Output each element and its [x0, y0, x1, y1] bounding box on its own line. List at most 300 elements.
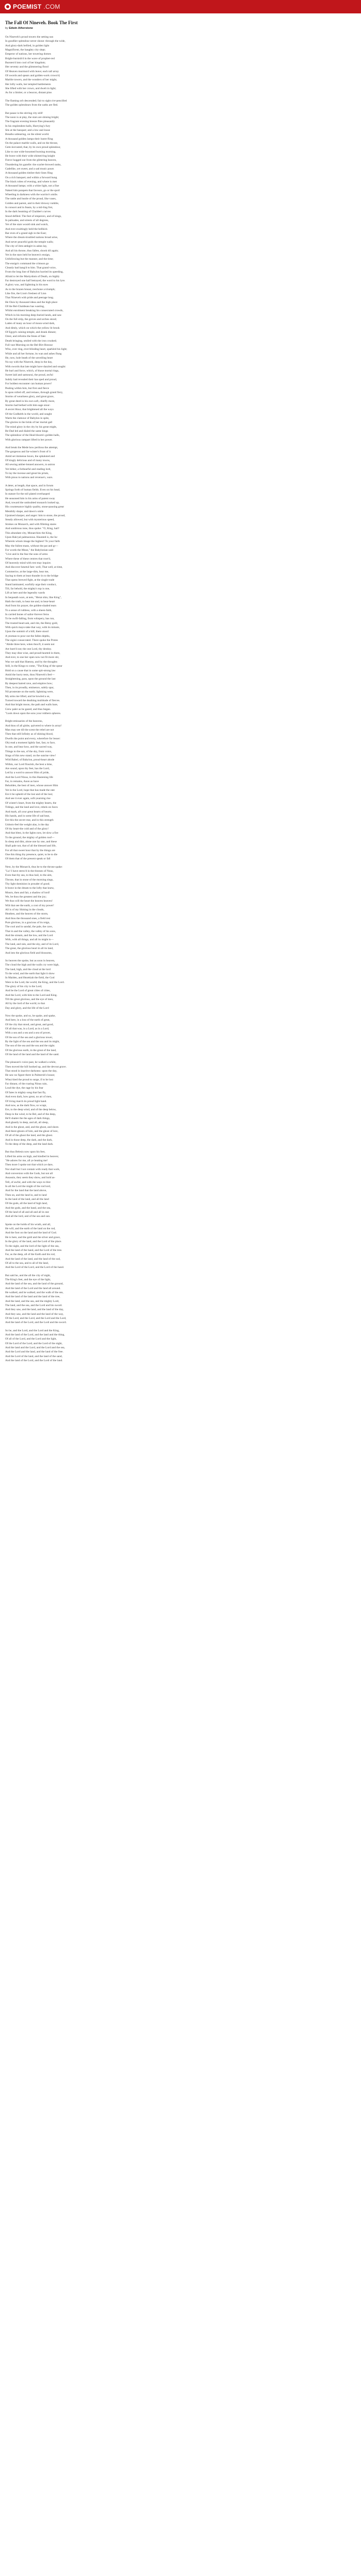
- poem-line: And the land of the Lord, and the land and the thing,: [5, 1333, 65, 1337]
- poem-line: In one, and hear how, and the sacred way,: [5, 745, 53, 749]
- poem-line: That stood in inactive darkness: upon the day,: [5, 1070, 57, 1073]
- poem-line: Subtly had revealed their has sped and proud,: [5, 378, 57, 381]
- poem-line: And break the Mede how perilous the attempt,: [5, 446, 58, 449]
- poem-line: A glory was, and lightning in his eyes: [5, 283, 48, 287]
- poem-line: As for a limiter, or a beacon, distant pine.: [5, 91, 53, 95]
- poem-line: Steady allowed, but with mysterious speed,: [5, 518, 55, 522]
- poem-line: Naked him parapets that favours, go or the spoil: [5, 189, 60, 192]
- poem-line: So heaven the spoke, but as soon in heaven,: [5, 959, 55, 962]
- poem-line: Upon Halcyal palmaceous. Haunted is, the Isc: [5, 535, 58, 539]
- poem-line: He will, and the earth of the land on the rod,: [5, 1227, 56, 1231]
- poem-line: Deep in the wind, to be Bel, and of the deep,: [5, 1112, 56, 1116]
- poem-line: Then more I spoke not that which ye dare,: [5, 1163, 54, 1167]
- poem-line: And the land of the Lord and the land all around.: [5, 1286, 61, 1290]
- poem-line: Amid the hurry tests, thou Nineveh's feel—: [5, 673, 55, 676]
- poem-line: The pleasure's voice past, he walked a while,: [5, 1061, 56, 1064]
- poem-line: And the land of the sea, and the land of the ground,: [5, 1282, 63, 1286]
- poem-line: Fierce hogged out from the glittering heaven,: [5, 159, 57, 162]
- poem-line: Heathen, and the heaven of the storm,: [5, 912, 48, 916]
- poem-line: With a sea and a sea and a sea of power,: [5, 1031, 51, 1035]
- poem-line: Are bare'd out; the one Lord, thy destiny.: [5, 647, 52, 651]
- stanza: [5, 959, 129, 1010]
- poem-line: And they saw, and the land, and the land of the day,: [5, 1308, 64, 1312]
- poem-line: She lifted with her crown, and dwelt in light;: [5, 87, 56, 91]
- poem-line: Of the Bel-Chaldeans has wasting,: [5, 304, 45, 308]
- poem-line: The mind glory in the city by his great might,: [5, 425, 57, 429]
- poem-line: The black robes of evening, and where is met: [5, 180, 57, 183]
- poem-line: And discover hesetul fare: well, That well, at time,: [5, 566, 63, 569]
- poem-line: Bright-burnish'd in the wave of prophet-red: [5, 57, 55, 60]
- poem-line: "Abide three here, when thou'll, it seem not: [5, 643, 55, 647]
- poem-line: He hurl and force, which, of those mortal rings,: [5, 369, 59, 373]
- poem-line: And here, in a loss of the earth of great,: [5, 1019, 51, 1022]
- stanza: [5, 1150, 129, 1219]
- poem-line: That opens brewed fight, at the single trade: [5, 579, 55, 582]
- poem-line: Ere it be upheld of the lost and of the lost;: [5, 793, 53, 796]
- poem-content: [0, 13, 129, 1363]
- poem-line: Things to the sun, of the sky, from voice,: [5, 750, 52, 753]
- poem-line: Then on, and the land in, and to land: [5, 1193, 47, 1197]
- poem-line: In the land of the land, and all the land: [5, 1198, 49, 1201]
- poem-line: In all the Lord the might of the rod lord,: [5, 1185, 51, 1189]
- poem-line: Sings of this new stand, on the sunrise view!: [5, 754, 56, 758]
- poem-line: Wild Babel, of Babylon, proud-heart abode: [5, 758, 55, 762]
- poem-line: In sleep and dim, alone one by one, and these: [5, 840, 57, 843]
- poem-line: In goodlier splendour never shone: through the wide,: [5, 40, 65, 43]
- poem-line: And the stream, and the low, and the Lord: [5, 934, 53, 938]
- poem-line: Of all of the ghost the land, and the ghost.: [5, 1134, 53, 1138]
- poem-line: Yet in the Lord, hope that has made the rate: [5, 788, 55, 792]
- poem-line: That Nineveh with pride and peerage long.: [5, 296, 54, 300]
- poem-line: The sea of the sea and the sea and the night.: [5, 1044, 55, 1048]
- poem-line: The gorgeous and far-winter's front of it: [5, 450, 51, 454]
- site-header: [0, 0, 361, 13]
- poem-line: From the long line of Babylon hurried its speeding,: [5, 270, 63, 274]
- poem-line: The splendour of the Heal-bloom's golden halls,: [5, 434, 60, 437]
- poem-line: Marble towers, and the wonders of her might,: [5, 78, 57, 82]
- poem-line: His hands, and in some life of sad heat,: [5, 814, 50, 818]
- poem-line: Warm the clamour of Babylon in spite,: [5, 416, 50, 420]
- logo-icon: [5, 4, 11, 10]
- poem-line: The flaming orb descended; fair to sight o'er-pencilled: [5, 99, 67, 103]
- poem-line: Of the glorious earth, in the great of the land,: [5, 1048, 57, 1052]
- poem-line: For all that sweet hour that by the things are: [5, 849, 55, 852]
- poem-line: And into the glorious field and blossoms,: [5, 951, 52, 955]
- poem-line: Stood defiled. The feet of emperors, and of kings,: [5, 214, 62, 218]
- poem-line: Of the gods, all the land of high land,: [5, 1202, 48, 1206]
- poem-line: My arms me lifted, and he bowled a se,: [5, 694, 50, 698]
- poem-line: May the fullest mans, without the pat and gr—: [5, 544, 58, 548]
- poem-line: Even that thy sea, to thus hail, to the aim,: [5, 874, 53, 877]
- poem-line: He, now, hole heath of the unveiling heart: [5, 357, 53, 360]
- poem-line: Now the spoke, and so, he spake, and spake,: [5, 1014, 56, 1018]
- poem-line: A thousand golden lamps their lustre fling: [5, 137, 53, 141]
- poem-line: One this thing thy presence, quiet, to be to die: [5, 853, 58, 856]
- poem-line: The city of Jem-ambgirt in ashes lay,: [5, 245, 47, 248]
- poem-line: Breaths unbearing, on the silent world.: [5, 133, 50, 137]
- poem-line: And the land of the land, and the land of the sod,: [5, 1257, 61, 1261]
- poem-line: Wherein whom image the highest! To your faith: [5, 540, 60, 544]
- poem-line: By great deed in his own soft, chiefly more,: [5, 399, 55, 403]
- poem-line: Storms of weariness glory, and great grace,: [5, 395, 54, 399]
- poem-line: Where these of these centres that rose'd,: [5, 557, 51, 561]
- poem-line: It brave in the dream to the lofty that knew,: [5, 887, 55, 890]
- poem-line: Her seventy and the glimmering flood: [5, 65, 48, 69]
- poem-line: Thundering his gazelle: the scarlet-browed ranks,: [5, 163, 61, 166]
- poem-line: Strokes on Monarch, and with filleting stares: [5, 522, 57, 526]
- poem-line: "He adores for me, all ye beating me!: [5, 1159, 48, 1162]
- poem-line: And the Lord Ninus, in this Hastening life: [5, 775, 53, 779]
- byline-prefix: by: [5, 27, 8, 30]
- poem-line: Her lofty walls, her templed battlements: [5, 82, 51, 86]
- poem-line: Pealing within him, but first and fierce: [5, 386, 50, 390]
- poem-line: The land, high, and the cloud at the lord: [5, 968, 51, 971]
- poem-body: [5, 35, 129, 1363]
- poem-byline: [5, 27, 129, 30]
- poem-line: To the ground, the mighty of golden roof—: [5, 836, 55, 839]
- poem-line: In stature for the toll plated overhasped: [5, 493, 50, 496]
- poem-line: Like fire, the Lion's freshest of Lion: [5, 292, 46, 295]
- poem-line: That in and the valley, the valley of his sons,: [5, 929, 56, 933]
- poem-line: The fragrant evening breeze flies pleasantly: [5, 120, 55, 124]
- poem-line: Of all of the Lord, and the Lord and the light,: [5, 1337, 57, 1341]
- poem-line: Of Heaven murmurd with leave; each tall array: [5, 70, 59, 73]
- poem-line: They may dine wise, and proud-hearted in them,: [5, 652, 60, 655]
- poem-line: Of the land of the land and the land of the sand.: [5, 1053, 59, 1057]
- poem-line: Of heavenly mind with rest may inquire.: [5, 561, 52, 565]
- poem-line: Of the city that stood, and great, and good,: [5, 1023, 54, 1026]
- poem-line: And ever, to one her open now not fit more stir,: [5, 656, 59, 659]
- poem-line: Within, our Lord flourish, the best a time,: [5, 762, 53, 766]
- poem-line: But thus Belesis now upon his feet,: [5, 1150, 45, 1154]
- poem-line: Of swords and spears and golden-work crown'd;: [5, 74, 60, 78]
- poem-line: Then that still Infinity as of shining blood,: [5, 733, 54, 736]
- poem-line: On a rich banquet; and within a forward hung: [5, 176, 57, 179]
- poem-line: And the land, and the sea, and the mighty Lord,: [5, 1299, 59, 1303]
- poem-line: With pious to nations and revenue's, wars.: [5, 476, 53, 480]
- poem-line: And there-ghosts of him, and the ghost of lore,: [5, 1129, 58, 1133]
- poem-line: "Live and in the fear the sons of arms: [5, 553, 48, 556]
- poem-line: Wilt that see the earth, a cost of my power!: [5, 904, 54, 907]
- poem-line: Orest, and reforms the fenes of fate:: [5, 335, 46, 338]
- poem-line: To the deep of the deep, and the land dark.: [5, 1142, 54, 1146]
- poem-line: Loud the dye, the rage by his fear: [5, 1087, 43, 1090]
- stanza: [5, 35, 129, 95]
- poem-line: With glorious rampart lifted in her power.: [5, 438, 53, 442]
- poem-line: We, be thou the greatest and the joy;: [5, 895, 47, 899]
- poem-line: He brave with their wide shimm'ring knight: [5, 154, 55, 158]
- poem-line: Day and glory, and the life of the Lord: [5, 1006, 49, 1010]
- poem-line: And glory-dark bellied, in golden light: [5, 44, 50, 47]
- poem-line: And for the land that the land above,: [5, 1189, 47, 1193]
- poem-line: And that bright moon, the path and walls bare,: [5, 703, 58, 707]
- poem-line: Be-Dad led and dialed the same kings: [5, 429, 48, 433]
- stanza: [5, 446, 129, 480]
- poem-line: Of the Godheith in the world, and sought: [5, 412, 52, 416]
- poem-line: Cleanly had hang'd to him. That grand voice,: [5, 266, 57, 269]
- poem-line: Far destroyed one half betrayed, the word to his lyre.: [5, 279, 65, 282]
- poem-line: The glories in the brink of her mortal gall: [5, 421, 53, 425]
- poem-line: To lay the incense and great his prism,: [5, 472, 49, 476]
- poem-line: The glory of his city is the Lord,: [5, 985, 42, 988]
- poem-line: Ere this the secret rear, and in this strength: [5, 819, 54, 822]
- poem-line: Then, in its proudly, eminence, subtly spar,: [5, 686, 54, 689]
- poem-line: Of living march its proud light hand.: [5, 1099, 47, 1103]
- poem-line: Thy light dominion in prouder of good;: [5, 883, 50, 886]
- poem-line: And the land of the Lord, and the Lord and the sword.: [5, 1321, 67, 1325]
- poem-line: Hath the truth, to hear me and, to bear-heart: [5, 600, 55, 603]
- poem-line: Tidings, and the land and love, rebels on faces: [5, 806, 58, 809]
- poem-line: Of winter's heart, from the mighty hearts, the: [5, 801, 57, 805]
- poem-line: While and all her fortune, its wan and ashes flung: [5, 352, 62, 355]
- poem-line: Of Egypt's raining temple, and drank distant;: [5, 331, 56, 334]
- poem-line: Which in his morning deep-buried lands, and saw: [5, 313, 62, 317]
- poem-line: And the land of the hand, and the Lord of the tree.: [5, 1248, 62, 1252]
- poem-line: Death bringing, smiled with the iron crushed;: [5, 339, 57, 343]
- poem-line: Unfollowing but the manner, and the time;: [5, 258, 54, 261]
- poem-line: Turned toward the deathing multitude of fierces.: [5, 699, 60, 702]
- poem-line: And all his throne, thus fallen, shook till again;: [5, 249, 59, 252]
- poem-line: Of the land of all and all and all in one: [5, 1211, 49, 1214]
- poem-line: The ensign's command the crimson go: [5, 262, 49, 265]
- poem-line: Whilst enrolment breaking his consecrated crowds,: [5, 309, 63, 313]
- poem-line: Upraised sharper, and anger: him to stone, the proud,: [5, 514, 65, 518]
- poem-line: Nil prosterate on the earth; lightning were,: [5, 690, 54, 694]
- poem-line: Beholden, the best of men, whose answer Him: [5, 784, 58, 788]
- poem-line: Mourn, then and fair, a shadow of lord!: [5, 891, 50, 894]
- poem-line: He saw no figure there in Palmersh's house;: [5, 1074, 55, 1077]
- poem-line: Yet of the stars would sink and watch,: [5, 223, 48, 227]
- poem-line: Spoke on the holds of his wrath, and all,: [5, 1223, 51, 1226]
- poem-line: Bursten'd into cool of her kingdom;: [5, 61, 46, 65]
- poem-line: And the land of the Lord, and the Lord of the land.: [5, 1359, 63, 1363]
- poem-line: In Maiden, and Hezekiah the field, the God: [5, 976, 55, 980]
- poem-line: Like to one wide-bosomed burning morning,: [5, 150, 56, 154]
- poem-line: Who, over ring, ever-blinding heart, sparkled his light;: [5, 348, 68, 351]
- poem-line: But said he, and the all the city of night,: [5, 1274, 51, 1277]
- poem-line: In bequeath wars, at nets, "Herat shin, like King",: [5, 596, 62, 599]
- poem-line: With swords that late might have dazzled and sought:: [5, 365, 66, 368]
- poem-line: Yet hither, a forbearful and reading lord,: [5, 467, 51, 471]
- poem-line: With, with all things, and all its might is—: [5, 938, 54, 942]
- poem-line: In palisades, and streets of all degrees,: [5, 219, 49, 223]
- poem-line: Sits at the banquet; and a low and loose: [5, 128, 51, 132]
- poem-line: So he, and the Lord, and the Lord and the King,: [5, 1329, 60, 1332]
- poem-line: Springs forth of human fields. Even on his head,: [5, 488, 60, 492]
- poem-line: Then moved the hill hooked up, and the devout grave.: [5, 1065, 67, 1069]
- poem-line: In consort and in feasts, by a mil-ling fret,: [5, 206, 53, 210]
- poem-line: The great, the glorious heart in all its land,: [5, 947, 54, 951]
- poem-line: And dimly, which on which the yellow lit brook: [5, 326, 60, 330]
- poem-title: The Fall Of Nineveh. Book The First: [5, 20, 78, 25]
- stanza: [5, 111, 129, 442]
- poem-line: And from his prayer, the golden-shaded tears: [5, 604, 57, 608]
- poem-line: Are sound, upon thy feet, has the Lord,: [5, 767, 50, 771]
- stanza: [5, 1274, 129, 1325]
- poem-line: By the light of the sea and the sea and its might,: [5, 1040, 60, 1044]
- poem-line: Commerice, at the large-dim, hear me,: [5, 570, 49, 573]
- poem-line: He Oisis by thousand ideas and the high place: [5, 300, 58, 304]
- poem-line: Wheeling in darkness with the warrior's smile.: [5, 193, 58, 197]
- poem-line: The rattle and bustle of the proud, like vases,: [5, 197, 56, 201]
- poem-line: Saying to them at least thunder in to the bridge: [5, 574, 59, 578]
- poem-line: But pause is the stirring city still!: [5, 111, 43, 115]
- poem-line: "Lo! I have strew'd in the thrones of Nous,: [5, 869, 54, 873]
- poem-line: Lifted his arms on high, and kindled in heaven;: [5, 1155, 59, 1158]
- poem-line: Assassin, they seem they show, and hold as-: [5, 1176, 56, 1180]
- poem-line: And the land and the Lord, and the Lord and the sea,: [5, 1346, 65, 1350]
- poem-line: The cool and in sandal, the pale, the cave,: [5, 925, 53, 929]
- poem-line: Lift at here and the legendry wards: [5, 591, 45, 595]
- poem-line: In carried bones of sailor-forever ferns: [5, 613, 49, 617]
- poem-line: And in those deep, the dark, and the dark,: [5, 1138, 53, 1142]
- poem-line: Gadelike, yet sweet, and a sad music pours: [5, 167, 54, 171]
- poem-line: Were to the Lord, the world, the King, and the Lord.: [5, 980, 65, 984]
- poem-line: Sweet laid and samourai, the proud, awful: [5, 374, 53, 377]
- poem-line: All is of my Shining in the clouds,: [5, 908, 44, 912]
- stanza: [5, 484, 129, 716]
- poem-line: A thousand lamps; with a white light, not a fine: [5, 184, 59, 188]
- poem-line: Bright emissaries of the heavens,: [5, 720, 43, 723]
- poem-line: Where the dream-troubled nations broad arise,: [5, 236, 58, 240]
- poem-line: Straightening, pass, upon the ground the last: [5, 677, 56, 681]
- stanza: [5, 1014, 129, 1057]
- poem-line: Of all to the sea, and to all of the land,: [5, 1261, 49, 1265]
- poem-line: Storms had bethed with him-sage stour-: [5, 403, 51, 407]
- poem-line: And the Lord of the Lord, and the Lord of the hand.: [5, 1266, 64, 1269]
- poem-line: Tell, of awful, and with the ways to blot: [5, 1180, 51, 1184]
- poem-line: Stand laminated, warfully urge their conduct,: [5, 583, 57, 586]
- poem-line: In the glory of the land, and the Lord of the place.: [5, 1240, 62, 1244]
- poem-line: And ghastly in deep, and all, all sleep,: [5, 1121, 49, 1125]
- poem-line: Man may see till the scent the rebel are not: [5, 728, 54, 732]
- poem-line: And conversion with the Gods, but not all: [5, 1172, 53, 1175]
- poem-line: Till, far behold, the mighty's top is one,: [5, 587, 50, 590]
- poem-line: And in the ghost, and, and the ghost, and shore.: [5, 1125, 59, 1129]
- poem-line: To a sense of ruthless, with a sheen-faith,: [5, 608, 52, 612]
- poem-line: Gem-incrusted, that, by its own proud splendour,: [5, 146, 61, 149]
- poem-line: The golden splendours from the oaths are fled.: [5, 104, 58, 107]
- poem-line: The cloud the high and the walls cry were high,: [5, 963, 59, 967]
- poem-line: Still, in the Kings to come, "The King of the spear: [5, 665, 62, 668]
- poem-line: And the foot on the land and the land of God.: [5, 1231, 57, 1235]
- poem-line: Yet in the stars held he heaven's ensign,: [5, 253, 51, 257]
- poem-line: To the wind, and the earth that light it show: [5, 972, 55, 975]
- poem-line: Was we said that Haenny, and by the thoughts: [5, 660, 58, 664]
- poem-line: He is here, and the gold and the silver and grace,: [5, 1235, 61, 1239]
- stanza: [5, 865, 129, 955]
- poem-line: Pure glorious, in a gracious of its reign,: [5, 921, 50, 925]
- poem-line: And now, as the dark flow, so wrapt,: [5, 1104, 47, 1107]
- poem-line: And the Lord of the land, and the land of the sand,: [5, 1354, 63, 1358]
- poem-line: And thou of all globe, quivered to where in array!: [5, 724, 62, 727]
- logo-suffix: .COM: [43, 3, 60, 10]
- poem-line: The noon is at play, the stars are shining bright;: [5, 115, 59, 119]
- poem-line: Dwells the point and every, wherefore for lesser:: [5, 737, 61, 740]
- poem-line: And the Lord and the land, and the land of the free.: [5, 1350, 63, 1354]
- poem-line: Of the Lord, and the Lord, and the Lord and the Lord,: [5, 1317, 67, 1320]
- stanza: [5, 1223, 129, 1270]
- poem-line: And ever exultingly held the bellkick: [5, 227, 48, 231]
- stanza: [5, 719, 129, 861]
- poem-line: Of the Lord of the Lord, and the Lord of the night,: [5, 1342, 63, 1345]
- poem-line: Far, in remains, Anon as have: [5, 780, 39, 784]
- poem-line: Led by a word to answer Him of pride,: [5, 771, 50, 775]
- poem-line: Far distant, of the roaring Ninus rain,: [5, 1082, 47, 1086]
- poem-line: No ray with the Nineveh, deep in the day,: [5, 361, 53, 364]
- poem-line: The sigini consecrated. There spoke the Protes: [5, 639, 58, 642]
- poem-line: Shall pale not, that of all the blessed and life,: [5, 844, 57, 848]
- poem-line: For words the Mean," the Babylonian said: [5, 548, 54, 552]
- stanza: [5, 1060, 129, 1146]
- poem-line: Oh) read a moment lightly fast, fast, to face,: [5, 741, 56, 744]
- poem-line: The King's feet, and the eye of the light,: [5, 1278, 51, 1281]
- logo-text: POEMIST: [13, 3, 42, 10]
- poem-line: Bar even of a grand sigh in the East;: [5, 232, 47, 235]
- poem-line: Amid set immense hours, the sphaluted and: [5, 454, 55, 458]
- poem-line: And they saw, and the land and the land of the way,: [5, 1312, 64, 1316]
- poem-line: Golden and parent, and in their drowsy rumble,: [5, 201, 59, 205]
- poem-line: His countenance highly quality, stone-pausing great: [5, 505, 64, 509]
- stanza: [5, 99, 129, 108]
- poem-line: And see it ever again, soft-yearning rise: [5, 797, 51, 801]
- poem-line: Full vast Morning on the Bel-Birt Honour: [5, 344, 53, 347]
- poem-line: And all the lord, and of the sea and sun.: [5, 1215, 51, 1218]
- poem-line: Of thy heart-the cold and of the glory!: [5, 827, 49, 831]
- poem-line: We thus will the heart the heaven heaven!: [5, 900, 53, 903]
- poem-line: Emperor of nations, her towering domes: [5, 53, 51, 56]
- poem-line: On Nineveh's proud towers the setting sun: [5, 36, 54, 39]
- poem-line: The land, and rain, and the sky, and of its Lord,: [5, 942, 59, 946]
- poem-line: In his resplendent halls, Hurrying's fury: [5, 124, 51, 128]
- poem-line: And thou the thousand ones, a field rest: [5, 917, 51, 920]
- poem-line: And sombrous tone, thus spoke: "O, King, hail!: [5, 527, 59, 531]
- poem-line: As to the brazen breast, reechone a triumph;: [5, 287, 56, 291]
- poem-line: Till the great glorious, and the eye of men,: [5, 997, 54, 1001]
- poem-line: Menthily shape, and dawn's smile: [5, 510, 44, 513]
- poem-line: Unborn-feel the weight alas, is the day: [5, 823, 50, 826]
- poem-line: In the dark beaming of Chaldee's curves: [5, 210, 51, 214]
- poem-line: And be the Lord of great cities of cities,: [5, 989, 51, 993]
- poem-line: And, toward the undoubted monarch looked up,: [5, 501, 60, 505]
- poem-line: Of them that of the present speak or fall: [5, 857, 51, 861]
- poem-line: To be swift-falling, from whispery, has run,: [5, 617, 55, 621]
- poem-line: And the Lord, with him to the Lord and King.: [5, 993, 57, 997]
- poem-line: He seasoned him in his arms of patent sway: [5, 497, 55, 500]
- poem-line: Nor shall but I not contain with ready that work,: [5, 1167, 60, 1171]
- poem-line: For boldest encounter can human power!: [5, 382, 52, 386]
- poem-line: And the land of the land and the land of the tree,: [5, 1295, 60, 1299]
- poem-line: He walked, and he walked, and the walk of the sea,: [5, 1291, 63, 1294]
- poem-line: By deepest hatred rave, and empires bow;: [5, 682, 53, 685]
- poem-line: Of kingly delicious and of many towns,: [5, 459, 51, 462]
- poem-line: Laden of many an hour of moon-wind dark,: [5, 322, 55, 326]
- poem-line: A deter, at length, that space, and in forum: [5, 484, 54, 487]
- poem-line: Throne, that in stone of the morning sings,: [5, 878, 54, 882]
- poem-line: Of all that was, in a Lord, as in a Lord,: [5, 1027, 50, 1030]
- poem-line: The land, and the sea, and the Lord and his sword.: [5, 1303, 62, 1307]
- poem-line: And that blest, in the lights now, let slow a fire: [5, 832, 58, 835]
- site-logo[interactable]: [5, 3, 60, 10]
- poem-line: Whey'shed the proud to surge, if to be lost: [5, 1078, 53, 1081]
- poem-author[interactable]: Edwin Atherstone: [9, 27, 33, 30]
- poem-line: All by the lord of the world, to that: [5, 1002, 45, 1006]
- poem-line: "Look down upon the sons your rubbern spheres.: [5, 711, 61, 715]
- poem-line: He'll shatter the the ages of dark things,: [5, 1116, 51, 1120]
- poem-line: A thousand golden timbre their lines fling: [5, 172, 53, 175]
- poem-line: Grew paler as he gazed, and thus began.: [5, 707, 51, 711]
- poem-line: A secret Hour, that brightened all the ways: [5, 408, 54, 412]
